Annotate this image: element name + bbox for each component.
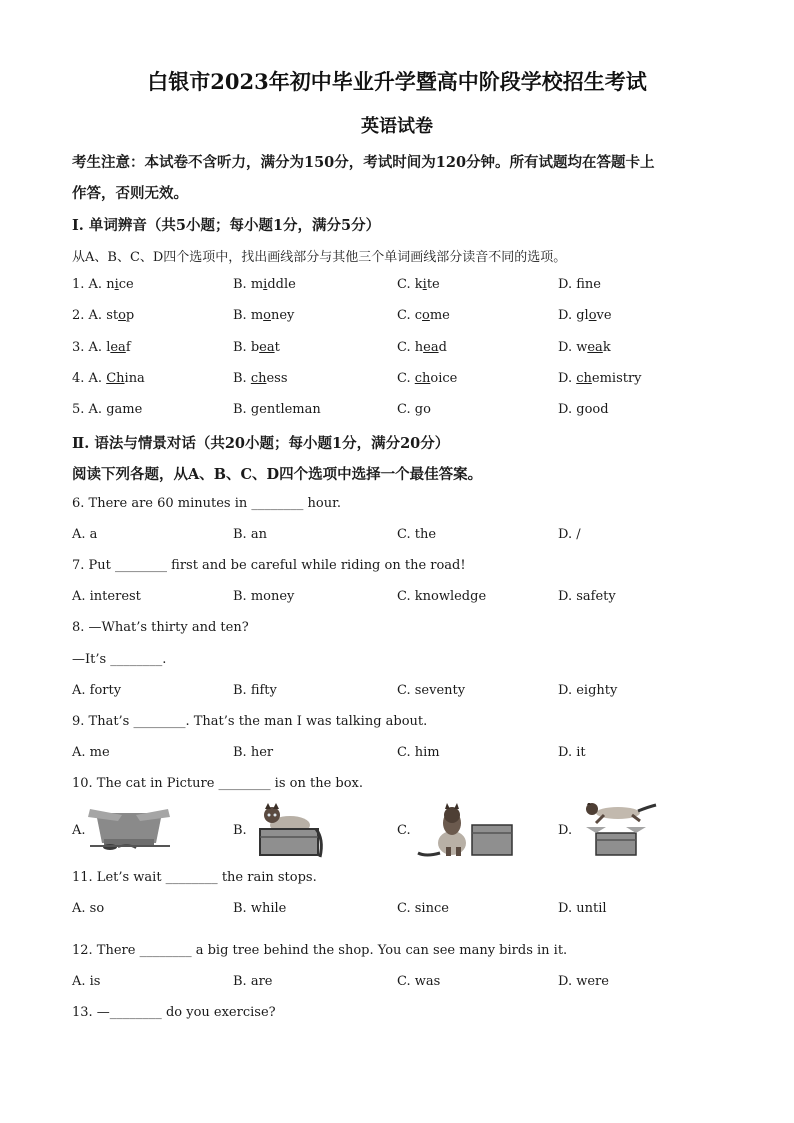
question-8-options xyxy=(72,683,752,703)
section-1-heading: Ⅰ. 单词辨音（共5小题；每小题1分，满分5分） xyxy=(72,217,381,234)
question-1-option-a: 1. A. nice xyxy=(72,277,134,292)
question-11-option-d: D. until xyxy=(558,901,607,916)
question-9-option-d: D. it xyxy=(558,745,586,760)
question-8-stem-reply: —It’s ________. xyxy=(72,652,167,667)
question-9-option-b: B. her xyxy=(233,745,274,760)
question-4-option-c: C. choice xyxy=(397,371,458,386)
question-8-option-c: C. seventy xyxy=(397,683,466,698)
question-5-option-c: C. go xyxy=(397,402,431,417)
picture-b-cat-in-box xyxy=(254,803,326,859)
question-12-option-d: D. were xyxy=(558,974,609,989)
question-7-option-d: D. safety xyxy=(558,589,616,604)
picture-a-image xyxy=(88,803,170,851)
question-9-options xyxy=(72,745,752,765)
question-4 xyxy=(72,371,752,391)
question-4-option-b: B. chess xyxy=(233,371,288,386)
question-10-option-d: D. xyxy=(558,823,573,838)
question-8-option-a: A. forty xyxy=(72,683,122,698)
question-11-option-b: B. while xyxy=(233,901,287,916)
question-8-option-d: D. eighty xyxy=(558,683,618,698)
question-10-option-c: C. xyxy=(397,823,411,838)
question-3-option-d: D. weak xyxy=(558,340,611,355)
question-7-option-a: A. interest xyxy=(72,589,141,604)
question-12-stem: 12. There ________ a big tree behind the shop. You can see many birds in it. xyxy=(72,943,568,958)
question-3-option-c: C. head xyxy=(397,340,447,355)
question-2-option-b: B. money xyxy=(233,308,295,323)
question-11-option-c: C. since xyxy=(397,901,449,916)
question-11-stem: 11. Let’s wait ________ the rain stops. xyxy=(72,870,317,885)
exam-subtitle: 英语试卷 xyxy=(361,116,433,137)
question-6-option-d: D. / xyxy=(558,527,581,542)
picture-b-image xyxy=(254,803,326,859)
question-4-option-d: D. chemistry xyxy=(558,371,642,386)
question-2-option-d: D. glove xyxy=(558,308,612,323)
question-5-option-a: 5. A. game xyxy=(72,402,143,417)
picture-c-image xyxy=(416,803,516,857)
section-2-heading: Ⅱ. 语法与情景对话（共20小题；每小题1分，满分20分） xyxy=(72,435,450,452)
question-9-option-c: C. him xyxy=(397,745,440,760)
question-13-stem: 13. —________ do you exercise? xyxy=(72,1005,276,1020)
picture-d-cat-over-box xyxy=(578,803,658,857)
section-1-instruction: 从A、B、C、D四个选项中，找出画线部分与其他三个单词画线部分读音不同的选项。 xyxy=(72,250,567,265)
picture-d-image xyxy=(578,803,658,857)
question-1-option-c: C. kite xyxy=(397,277,440,292)
question-7-option-b: B. money xyxy=(233,589,295,604)
question-1 xyxy=(72,277,752,297)
question-3-option-a: 3. A. leaf xyxy=(72,340,131,355)
notice-line-2: 作答，否则无效。 xyxy=(72,185,188,202)
question-12-option-c: C. was xyxy=(397,974,441,989)
question-10-option-a: A. xyxy=(72,823,86,838)
question-11-options xyxy=(72,901,752,921)
question-6-options xyxy=(72,527,752,547)
question-9-stem: 9. That’s ________. That’s the man I was talking about. xyxy=(72,714,428,729)
picture-a-cat-under-box xyxy=(88,803,170,851)
question-8-stem: 8. —What’s thirty and ten? xyxy=(72,620,249,635)
question-12-option-b: B. are xyxy=(233,974,273,989)
question-11-option-a: A. so xyxy=(72,901,105,916)
question-8-option-b: B. fifty xyxy=(233,683,277,698)
question-9-option-a: A. me xyxy=(72,745,110,760)
question-6-option-c: C. the xyxy=(397,527,437,542)
question-7-option-c: C. knowledge xyxy=(397,589,487,604)
question-6-option-b: B. an xyxy=(233,527,267,542)
question-10-option-b: B. xyxy=(233,823,247,838)
question-1-option-d: D. fne xyxy=(558,277,601,292)
question-5 xyxy=(72,402,752,422)
question-7-options xyxy=(72,589,752,609)
question-7-stem: 7. Put ________ first and be careful while riding on the road! xyxy=(72,558,466,573)
question-2-option-c: C. come xyxy=(397,308,450,323)
question-5-option-b: B. gentleman xyxy=(233,402,321,417)
question-2 xyxy=(72,308,752,328)
question-4-option-a: 4. A. China xyxy=(72,371,145,386)
question-6-option-a: A. a xyxy=(72,527,98,542)
question-12-options xyxy=(72,974,752,994)
question-3-option-b: B. beat xyxy=(233,340,280,355)
question-12-option-a: A. is xyxy=(72,974,101,989)
section-2-instruction: 阅读下列各题，从A、B、C、D四个选项中选择一个最佳答案。 xyxy=(72,466,483,483)
question-3 xyxy=(72,340,752,360)
notice-line-1: 考生注意：本试卷不含听力，满分为150分，考试时间为120分钟。所有试题均在答题卡上 xyxy=(72,154,655,171)
question-2-option-a: 2. A. stop xyxy=(72,308,135,323)
exam-title: 白银市2023年初中毕业升学暨高中阶段学校招生考试 xyxy=(147,69,647,94)
picture-c-cat-beside-box xyxy=(416,803,516,857)
question-6-stem: 6. There are 60 minutes in ________ hour. xyxy=(72,496,342,511)
question-5-option-d: D. good xyxy=(558,402,609,417)
question-10-stem: 10. The cat in Picture ________ is on the box. xyxy=(72,776,364,791)
question-1-option-b: B. middle xyxy=(233,277,296,292)
